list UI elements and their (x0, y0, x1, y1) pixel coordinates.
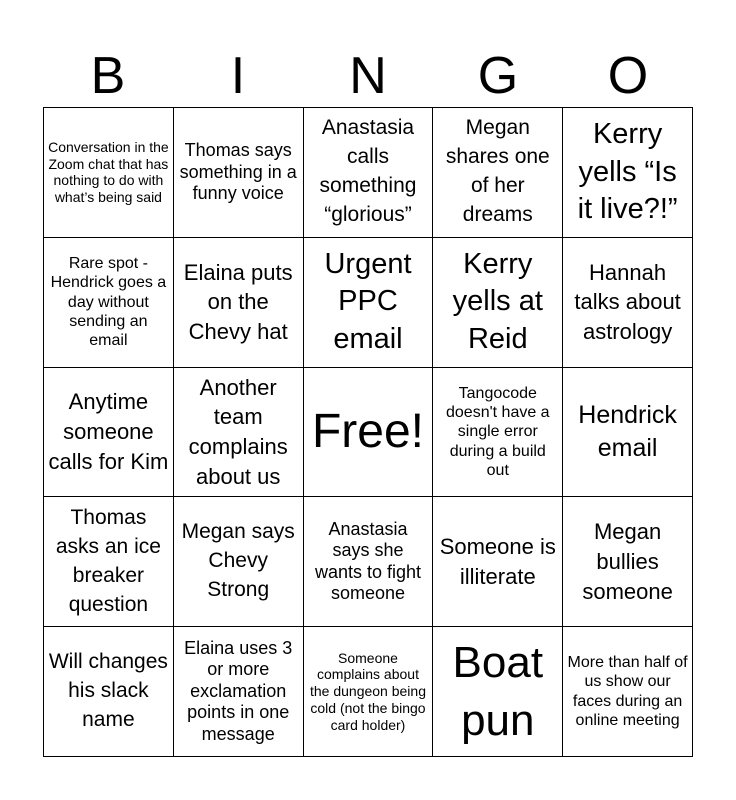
bingo-cell[interactable]: Tangocode doesn't have a single error during a build out (433, 368, 563, 498)
bingo-cell[interactable]: Urgent PPC email (304, 238, 434, 368)
bingo-header (43, 48, 693, 104)
bingo-cell[interactable]: Hendrick email (563, 368, 693, 498)
bingo-cell[interactable]: Anytime someone calls for Kim (44, 368, 174, 498)
bingo-cell[interactable]: Megan bullies someone (563, 497, 693, 627)
bingo-cell[interactable]: More than half of us show our faces during an online meeting (563, 627, 693, 757)
header-letter-i: I (230, 47, 246, 105)
header-letter-g: G (477, 47, 519, 105)
bingo-cell[interactable]: Elaina puts on the Chevy hat (174, 238, 304, 368)
bingo-cell[interactable]: Will changes his slack name (44, 627, 174, 757)
header-letter-b: B (90, 47, 126, 105)
bingo-cell[interactable]: Megan shares one of her dreams (433, 108, 563, 238)
bingo-cell[interactable]: Kerry yells “Is it live?!” (563, 108, 693, 238)
free-space[interactable]: Free! (304, 368, 434, 498)
header-letter-n: N (349, 47, 387, 105)
bingo-cell[interactable]: Anastasia calls something “glorious” (304, 108, 434, 238)
bingo-cell[interactable]: Conversation in the Zoom chat that has nothing to do with what’s being said (44, 108, 174, 238)
bingo-cell[interactable]: Elaina uses 3 or more exclamation points in one message (174, 627, 304, 757)
bingo-cell[interactable]: Another team complains about us (174, 368, 304, 498)
bingo-cell[interactable]: Someone is illiterate (433, 497, 563, 627)
bingo-cell[interactable]: Kerry yells at Reid (433, 238, 563, 368)
bingo-cell[interactable]: Anastasia says she wants to fight someone (304, 497, 434, 627)
bingo-cell[interactable]: Megan says Chevy Strong (174, 497, 304, 627)
bingo-cell[interactable]: Rare spot - Hendrick goes a day without sending an email (44, 238, 174, 368)
bingo-cell[interactable]: Someone complains about the dungeon being cold (not the bingo card holder) (304, 627, 434, 757)
bingo-grid (43, 107, 693, 757)
bingo-cell[interactable]: Boat pun (433, 627, 563, 757)
bingo-cell[interactable]: Thomas asks an ice breaker question (44, 497, 174, 627)
bingo-cell[interactable]: Hannah talks about astrology (563, 238, 693, 368)
header-letter-o: O (607, 47, 649, 105)
bingo-cell[interactable]: Thomas says something in a funny voice (174, 108, 304, 238)
